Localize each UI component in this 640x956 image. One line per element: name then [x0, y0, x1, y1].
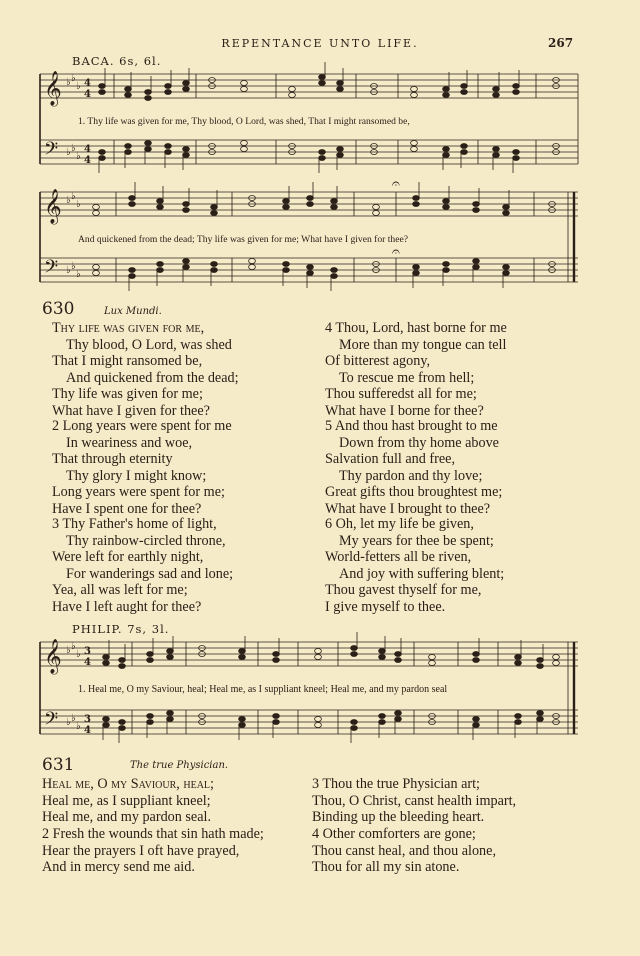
verse-line: Binding up the bleeding heart.: [312, 809, 485, 826]
stanza-630-4: [325, 320, 507, 420]
stanza-631-1: [42, 776, 214, 826]
svg-text:4: 4: [84, 155, 91, 166]
verse-line: Have I left aught for thee?: [52, 598, 202, 615]
verse-line: What have I given for thee?: [52, 402, 210, 419]
svg-text:4: 4: [84, 657, 91, 668]
verse-line: Thou for all my sin atone.: [312, 859, 460, 876]
page-number: 267: [548, 36, 574, 50]
verse-line: That I might ransomed be,: [52, 353, 203, 370]
verse-line: Salvation full and free,: [325, 451, 456, 468]
svg-text:𝄞: 𝄞: [44, 189, 62, 224]
svg-text:♭: ♭: [71, 73, 76, 84]
svg-text:𝄐: 𝄐: [392, 176, 400, 192]
hymn-number: 631: [42, 755, 75, 775]
svg-text:♭: ♭: [76, 151, 81, 162]
verse-line: Thy rainbow-circled throne,: [66, 532, 226, 549]
svg-text:3: 3: [84, 646, 91, 657]
verse-line: 3 Thou the true Physician art;: [312, 776, 480, 792]
hymn-number: 630: [42, 299, 75, 319]
verse-line: To rescue me from hell;: [339, 369, 475, 386]
verse-line: Yea, all was left for me;: [52, 582, 188, 599]
svg-text:4: 4: [84, 144, 91, 155]
tune-label-baca: [72, 54, 161, 68]
verse-line: My years for thee be spent;: [339, 532, 494, 549]
verse-line: And joy with suffering blent;: [339, 565, 505, 582]
svg-text:4: 4: [84, 78, 91, 89]
verse-line: Heal me, and my pardon seal.: [42, 809, 212, 826]
tune-name: PHILIP.: [72, 622, 123, 636]
verse-line: Great gifts thou broughtest me;: [325, 484, 503, 501]
verse-line: What have I brought to thee?: [325, 500, 491, 517]
verse-line: More than my tongue can tell: [339, 336, 507, 353]
verse-line: 4 Thou, Lord, hast borne for me: [325, 320, 507, 336]
verse-line: Were left for earthly night,: [52, 549, 204, 566]
verse-line: Long years were spent for me;: [52, 484, 225, 501]
philip-lyric-line-1: 1. Heal me, O my Saviour, heal; Heal me, as I suppliant kneel; Heal me, and my pardon seal: [78, 684, 448, 695]
verse-line: What have I borne for thee?: [325, 402, 484, 419]
stanza-630-6: [325, 516, 504, 616]
svg-text:♭: ♭: [71, 713, 76, 724]
stanza-630-2: [52, 418, 232, 518]
stanza-631-4: [312, 826, 496, 876]
svg-text:♭: ♭: [66, 265, 71, 276]
verse-line: Thy glory I might know;: [66, 467, 207, 484]
svg-text:♭: ♭: [76, 721, 81, 732]
svg-text:𝄞: 𝄞: [44, 71, 62, 106]
running-title: REPENTANCE UNTO LIFE.: [221, 37, 419, 50]
verse-line: Thou sufferedst all for me;: [325, 386, 477, 403]
svg-text:♭: ♭: [66, 645, 71, 656]
svg-text:4: 4: [84, 725, 91, 736]
verse-line: 4 Other comforters are gone;: [312, 826, 476, 842]
verse-line: Thy life was given for me,: [52, 320, 205, 336]
svg-text:♭: ♭: [71, 641, 76, 652]
tune-meter: 6s, 6l.: [119, 54, 162, 68]
verse-line: In weariness and woe,: [66, 434, 193, 451]
verse-line: Have I spent one for thee?: [52, 500, 202, 517]
svg-text:𝄢: 𝄢: [44, 709, 59, 734]
svg-text:𝄞: 𝄞: [44, 639, 62, 674]
svg-text:𝄢: 𝄢: [44, 257, 59, 282]
stanza-630-1: [52, 320, 239, 420]
verse-line: I give myself to thee.: [325, 598, 446, 615]
svg-text:𝄐: 𝄐: [392, 244, 400, 260]
verse-line: 5 And thou hast brought to me: [325, 418, 498, 434]
hymn-title: The true Physician.: [130, 760, 229, 771]
tune-meter: 7s, 3l.: [127, 622, 170, 636]
svg-text:4: 4: [84, 89, 91, 100]
verse-line: 6 Oh, let my life be given,: [325, 516, 474, 532]
hymn-title: Lux Mundi.: [104, 306, 162, 317]
verse-line: And in mercy send me aid.: [42, 859, 195, 876]
verse-line: World-fetters all be riven,: [325, 549, 472, 566]
verse-line: Thou canst heal, and thou alone,: [312, 842, 496, 859]
verse-line: 2 Long years were spent for me: [52, 418, 232, 434]
verse-line: Heal me, as I suppliant kneel;: [42, 792, 211, 809]
verse-line: Of bitterest agony,: [325, 353, 431, 370]
verse-line: 2 Fresh the wounds that sin hath made;: [42, 826, 264, 842]
baca-lyric-line-1: 1. Thy life was given for me, Thy blood, O Lord, was shed, That I might ransomed be,: [78, 116, 410, 127]
svg-text:3: 3: [84, 714, 91, 725]
svg-text:♭: ♭: [76, 199, 81, 210]
svg-text:♭: ♭: [76, 649, 81, 660]
svg-text:♭: ♭: [76, 81, 81, 92]
verse-line: Thy life was given for me;: [52, 386, 203, 403]
stanza-631-3: [312, 776, 516, 826]
svg-text:𝄢: 𝄢: [44, 139, 59, 164]
verse-line: Thou gavest thyself for me,: [325, 582, 482, 599]
verse-line: For wanderings sad and lone;: [66, 565, 234, 582]
verse-line: Down from thy home above: [339, 434, 499, 451]
verse-line: Hear the prayers I oft have prayed,: [42, 842, 240, 859]
svg-text:♭: ♭: [66, 717, 71, 728]
svg-text:♭: ♭: [76, 269, 81, 280]
tune-label-philip: [72, 622, 169, 636]
svg-text:♭: ♭: [71, 261, 76, 272]
svg-text:♭: ♭: [66, 195, 71, 206]
tune-name: BACA.: [72, 54, 115, 68]
stanza-630-3: [52, 516, 233, 616]
verse-line: Thou, O Christ, canst health impart,: [312, 792, 517, 809]
stanza-630-5: [325, 418, 502, 518]
verse-line: And quickened from the dead;: [66, 369, 239, 386]
verse-line: Thy blood, O Lord, was shed: [66, 336, 232, 353]
svg-text:♭: ♭: [66, 147, 71, 158]
verse-line: Thy pardon and thy love;: [339, 467, 483, 484]
svg-text:♭: ♭: [71, 143, 76, 154]
svg-text:♭: ♭: [66, 77, 71, 88]
verse-line: Heal me, O my Saviour, heal;: [42, 776, 214, 792]
stanza-631-2: [42, 826, 264, 876]
verse-line: That through eternity: [52, 451, 173, 468]
svg-text:♭: ♭: [71, 191, 76, 202]
verse-line: 3 Thy Father's home of light,: [52, 516, 217, 532]
baca-lyric-line-2: And quickened from the dead; Thy life was given for me; What have I given for thee?: [78, 234, 408, 245]
